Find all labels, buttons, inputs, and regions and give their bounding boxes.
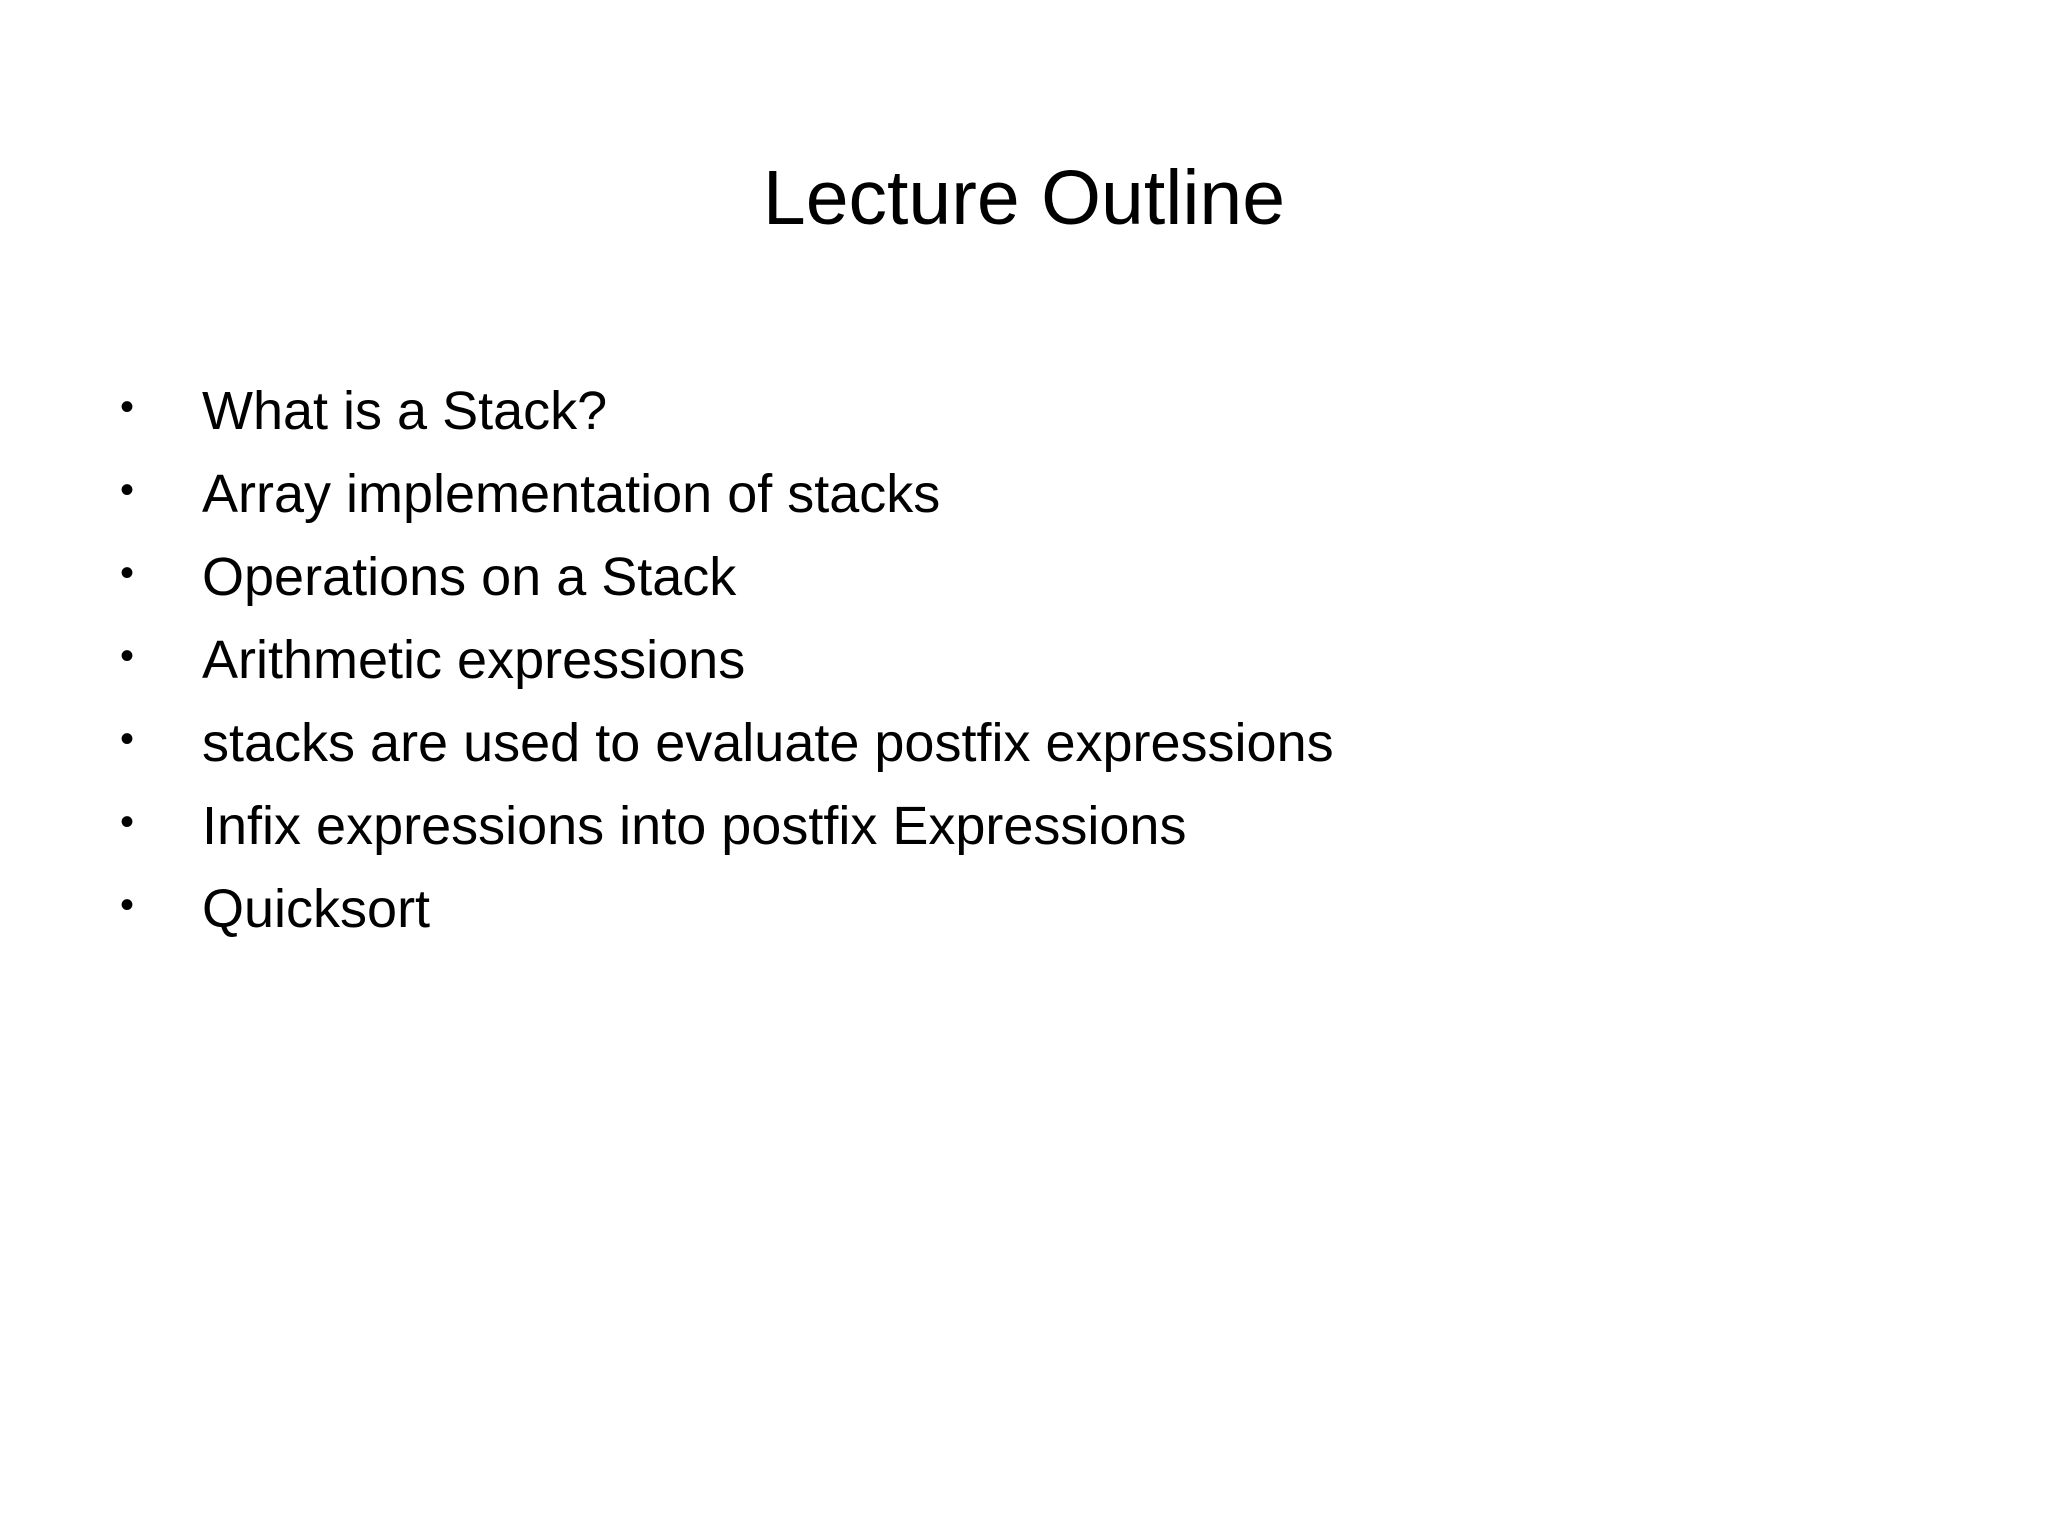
list-item-text: Infix expressions into postfix Expressions — [202, 796, 1187, 856]
list-item-text: Operations on a Stack — [202, 547, 737, 607]
list-item-text: What is a Stack? — [202, 381, 608, 441]
bullet-icon: • — [120, 800, 135, 844]
list-item-text: stacks are used to evaluate postfix expressions — [202, 713, 1334, 773]
bullet-icon: • — [120, 717, 135, 761]
list-item-text: Quicksort — [202, 879, 431, 939]
list-item-text: Array implementation of stacks — [202, 464, 941, 524]
list-item-text: Arithmetic expressions — [202, 630, 746, 690]
bullet-icon: • — [120, 385, 135, 429]
bullet-icon: • — [120, 634, 135, 678]
bullet-icon: • — [120, 883, 135, 927]
bullet-icon: • — [120, 551, 135, 595]
slide-title: Lecture Outline — [762, 155, 1286, 241]
bullet-icon: • — [120, 468, 135, 512]
